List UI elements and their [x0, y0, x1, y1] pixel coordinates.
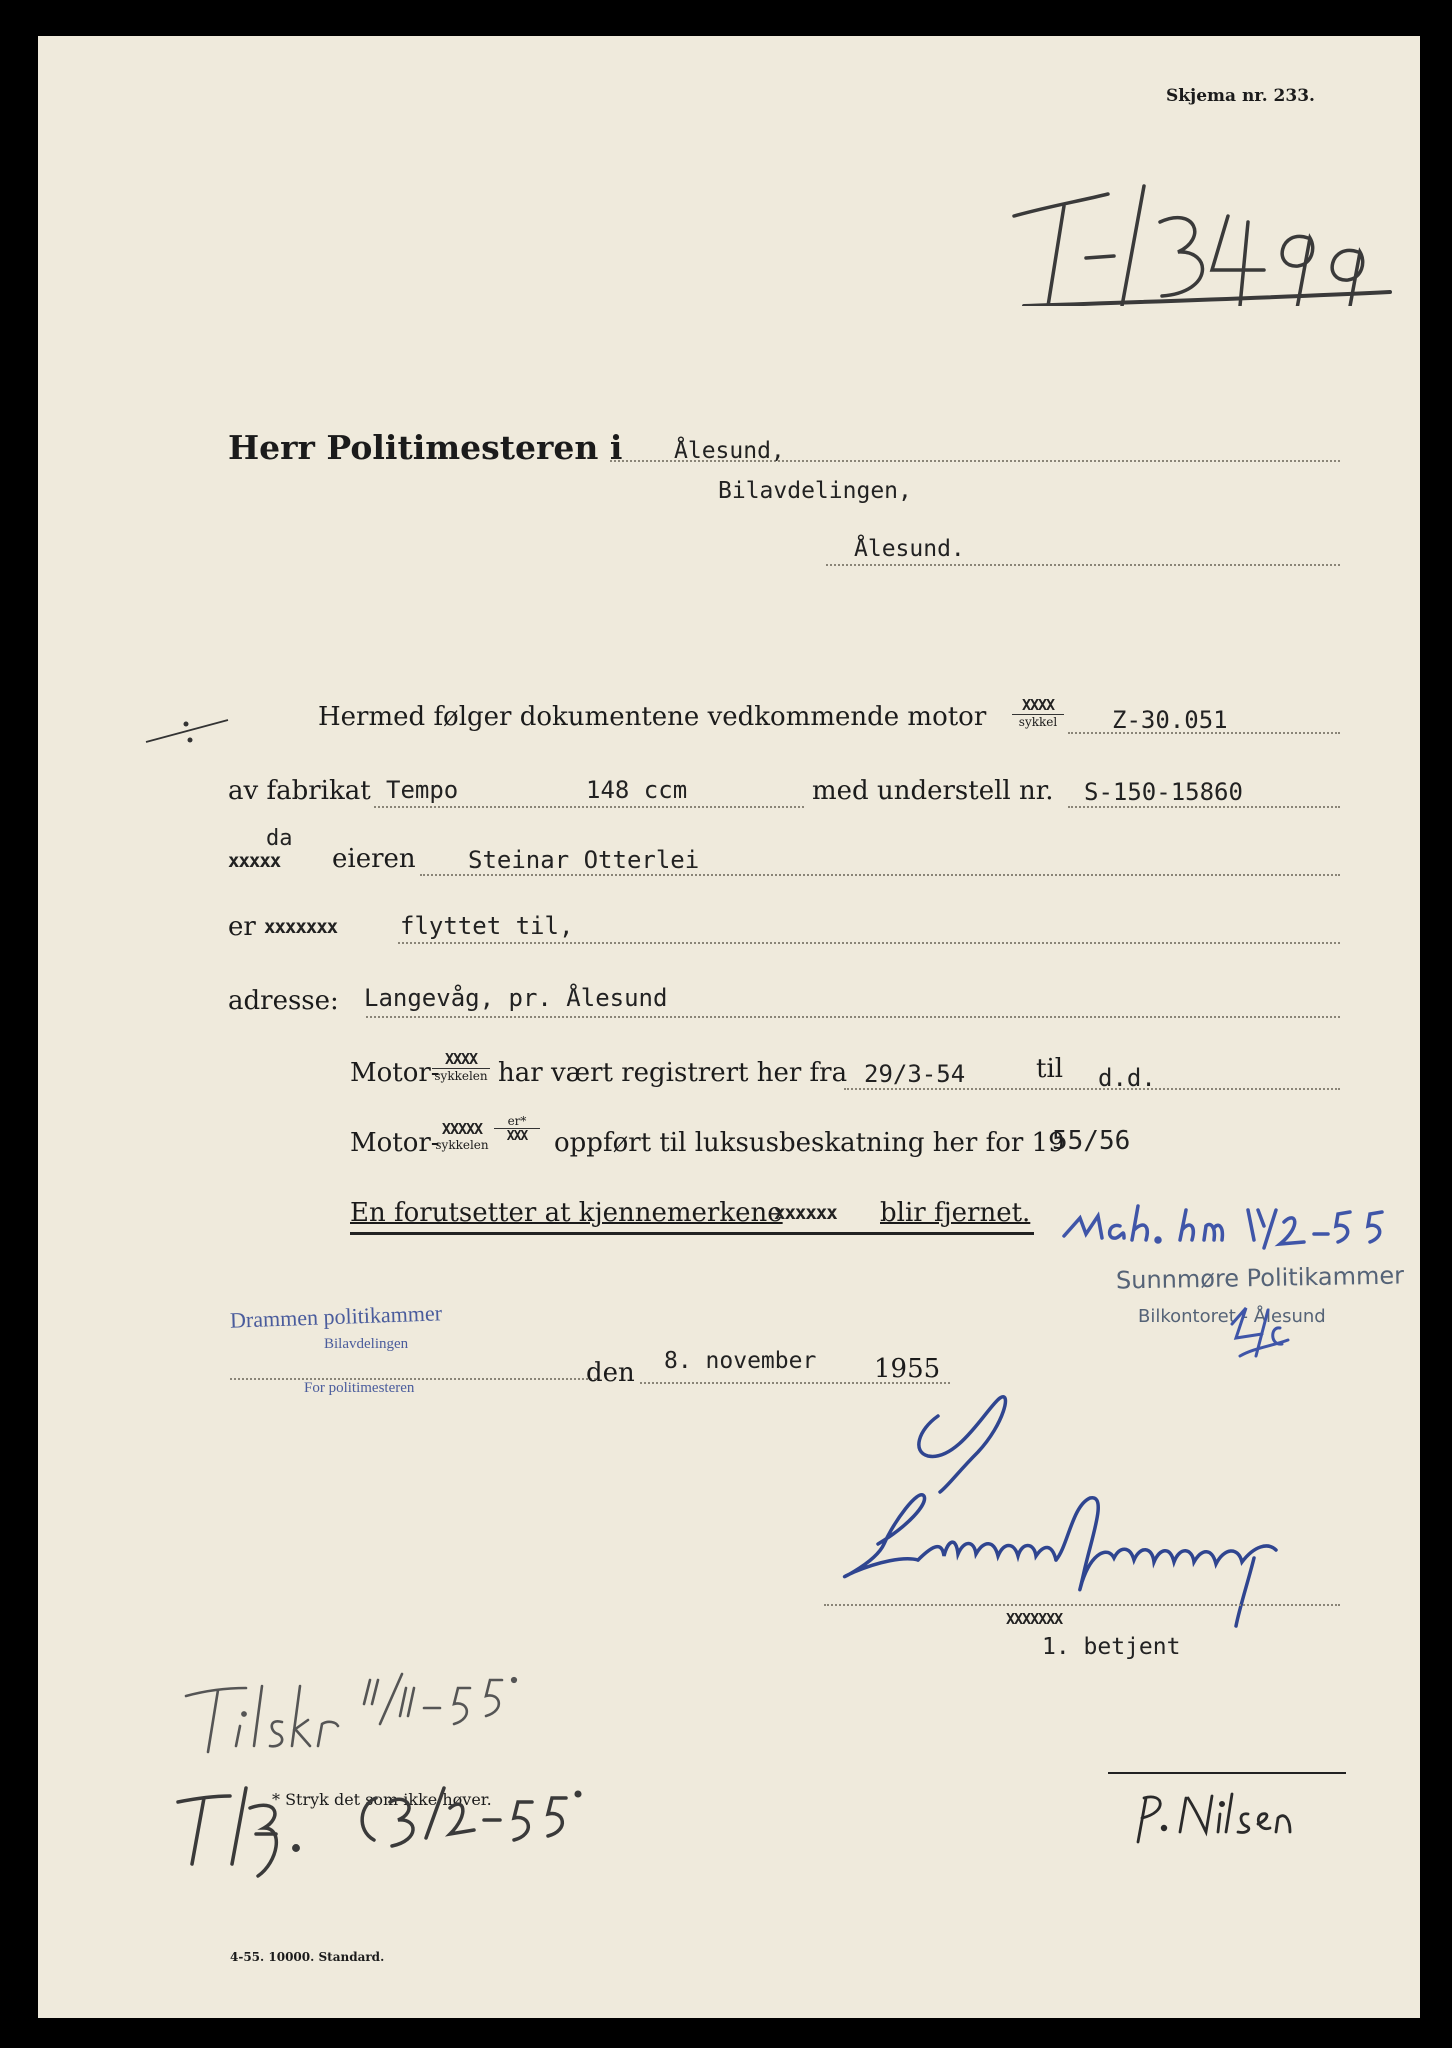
lux-sub: sykkelen	[435, 1138, 489, 1152]
stamp-left-line1: Drammen politikammer	[229, 1300, 443, 1333]
date-year: 1955	[874, 1354, 941, 1384]
adresse-label: adresse:	[228, 986, 339, 1016]
reg-text: har vært registrert her fra	[498, 1058, 848, 1088]
lux-er-struck: XXX	[494, 1128, 540, 1144]
recipient-line1: Ålesund,	[674, 438, 785, 464]
eier-inserted: da	[266, 826, 293, 851]
recipient-salutation: Herr Politimesteren i	[228, 428, 623, 467]
margin-mark	[142, 710, 232, 755]
intro-text: Hermed følger dokumentene vedkommende motor	[318, 702, 987, 732]
handwritten-note-mah	[1058, 1196, 1408, 1271]
printer-mark: 4-55. 10000. Standard.	[230, 1950, 385, 1964]
signature-bottom	[1128, 1774, 1328, 1859]
understell-label: med understell nr.	[812, 776, 1054, 806]
recipient-line2: Bilavdelingen,	[718, 478, 912, 504]
motor-struck-group	[1012, 696, 1064, 729]
stamp-right-line2: Bilkontoret - Ålesund	[1138, 1306, 1326, 1327]
signature-main	[808, 1376, 1368, 1641]
kjenne-text1: En forutsetter at kjennemerkene	[350, 1198, 783, 1228]
motor-struck: XXXX	[1021, 696, 1055, 714]
er-label: er	[228, 912, 256, 942]
lux-prefix: Motor-	[350, 1128, 440, 1158]
reg-prefix: Motor-	[350, 1058, 440, 1088]
signature-title: 1. betjent	[1042, 1634, 1181, 1660]
lux-er-group	[494, 1114, 540, 1144]
handwritten-tlf	[168, 1768, 588, 1883]
adresse-value: Langevåg, pr. Ålesund	[364, 984, 668, 1012]
reg-struck-group	[432, 1050, 490, 1083]
reg-struck: XXXX	[444, 1050, 478, 1068]
eier-value: Steinar Otterlei	[468, 846, 700, 874]
stamp-left-line2: Bilavdelingen	[324, 1336, 409, 1352]
lux-year: 55/56	[1052, 1126, 1131, 1156]
stamp-left-line3: For politimesteren	[304, 1380, 415, 1396]
lux-er: er*	[507, 1114, 527, 1128]
recipient-line3: Ålesund.	[854, 536, 965, 562]
document-page	[38, 36, 1420, 2018]
lux-struck-group	[432, 1120, 492, 1152]
file-number-handwritten	[990, 166, 1410, 311]
stamp-right-initials	[1222, 1298, 1312, 1373]
stamp-right-line1: Sunnmøre Politikammer	[1115, 1261, 1405, 1295]
signature-title-struck: XXXXXXX	[1006, 1610, 1063, 1628]
date-den: den	[586, 1358, 635, 1388]
eier-struck: xxxxx	[228, 850, 281, 872]
date-value: 8. november	[664, 1348, 817, 1374]
kjenne-text2: blir fjernet.	[880, 1198, 1031, 1228]
fabrikat-value: Tempo	[386, 776, 459, 804]
handwritten-tilskr	[178, 1666, 608, 1761]
reg-sub: sykkelen	[432, 1068, 490, 1083]
motor-sub: sykkel	[1012, 714, 1064, 729]
flyttet-text: flyttet til,	[400, 912, 574, 940]
reg-til-label: til	[1036, 1054, 1064, 1084]
fabrikat-label: av fabrikat	[228, 776, 371, 806]
ccm-value: 148 ccm	[586, 776, 688, 804]
kjenne-underline	[350, 1232, 1034, 1235]
lux-text: oppført til luksusbeskatning her for 19	[554, 1128, 1065, 1158]
eier-label: eieren	[332, 844, 416, 874]
lux-struck: XXXXX	[441, 1120, 483, 1138]
understell-value: S-150-15860	[1084, 778, 1243, 806]
kjenne-struck: xxxxxx	[774, 1202, 837, 1224]
er-struck: xxxxxxx	[264, 916, 338, 938]
reg-number: Z-30.051	[1112, 706, 1228, 734]
form-number: Skjema nr. 233.	[1166, 86, 1315, 106]
reg-til: d.d.	[1098, 1064, 1156, 1092]
footnote: * Stryk det som ikke høver.	[272, 1790, 492, 1809]
reg-from: 29/3-54	[864, 1060, 966, 1088]
